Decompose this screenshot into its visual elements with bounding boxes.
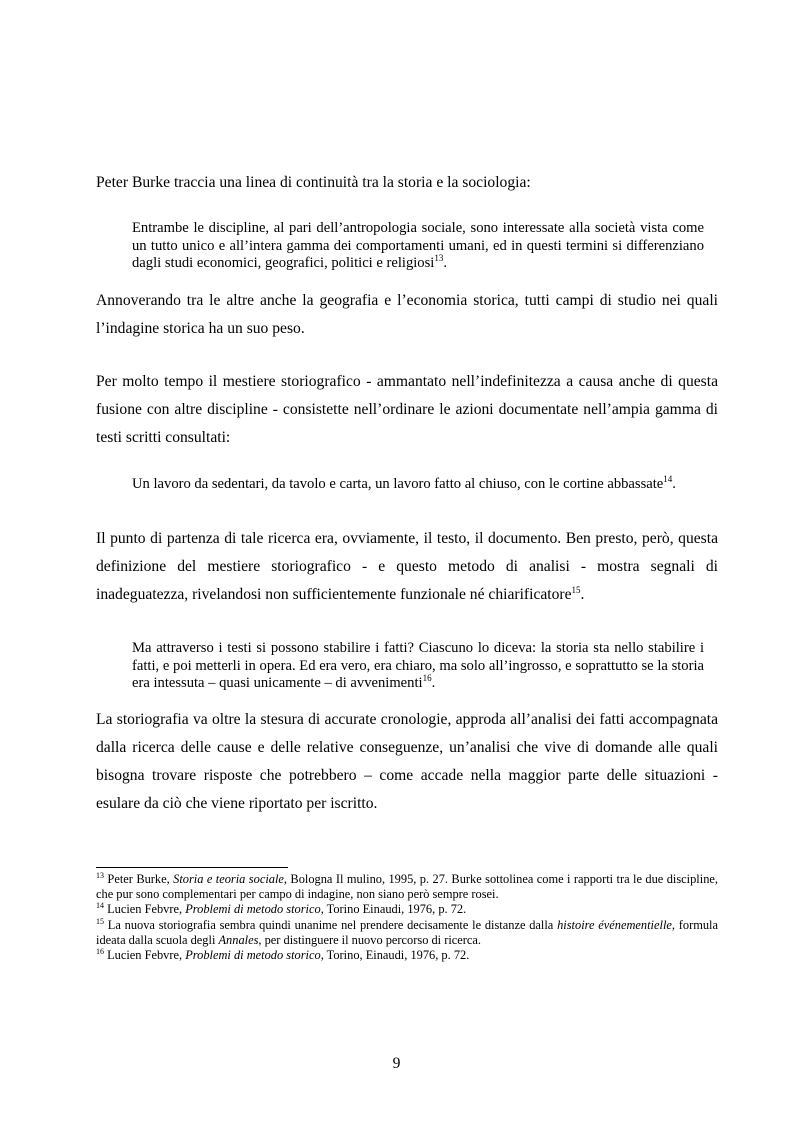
footnote-text: Peter Burke,	[104, 872, 174, 886]
block-quote-burke	[132, 220, 704, 273]
quote-end: .	[672, 476, 676, 492]
footnote-title: Storia e teoria sociale	[173, 872, 284, 886]
paragraph-mestiere: Per molto tempo il mestiere storiografico - ammantato nell’indefinitezza a causa anche di questa fusione con altre discipline - consistette nell’ordinare le azioni documentate nell’ampia gamma di testi scritti consultati:	[96, 373, 718, 446]
paragraph-intro: Peter Burke traccia una linea di continuità tra la storia e la sociologia:	[96, 174, 531, 191]
footnote-text: , Bologna Il mulino, 1995, p. 27. Burke sottolinea come i rapporti tra le due discipline, che pur sono complementari per campo di indagine, non siano però sempre rosei.	[96, 872, 718, 902]
footnote-text: formula ideata dalla scuola degli	[96, 917, 718, 947]
footnote-text: , Torino, Einaudi, 1976, p. 72.	[320, 948, 470, 963]
footnote-number: 15	[96, 916, 104, 926]
footnote-title: Problemi di metodo storico	[185, 948, 321, 963]
quote-end: .	[443, 255, 447, 271]
quote-end: .	[431, 675, 436, 691]
block-quote-febvre-2	[132, 640, 704, 693]
footnote-title: Annales	[218, 932, 259, 947]
footnote-ref-16[interactable]: 16	[422, 673, 432, 684]
block-quote-febvre-1	[132, 476, 704, 494]
footnotes	[96, 872, 718, 963]
footnote-text: , Torino Einaudi, 1976, p. 72.	[320, 902, 467, 917]
footnote-16	[96, 948, 718, 963]
paragraph-text: Il punto di partenza di tale ricerca era, ovviamente, il testo, il documento. Ben presto, però, questa definizione del mestiere storiografico - e questo metodo di analisi - mostra segnali di inadeguatezza, rivelandosi non sufficientemente funzionale né chiarificatore	[96, 530, 718, 603]
footnote-separator	[96, 867, 288, 868]
footnote-title: Problemi di metodo storico	[185, 902, 321, 917]
paragraph-storiografia: La storiografia va oltre la stesura di accurate cronologie, approda all’analisi dei fatti accompagnata dalla ricerca delle cause e delle relative conseguenze, un’analisi che vive di domande alle quali bisogna trovare risposte che potrebbero – come accade nella maggior parte delle situazioni - esulare da ciò che viene riportato per iscritto.	[96, 711, 718, 812]
footnote-13	[96, 872, 718, 902]
footnote-number: 13	[96, 870, 104, 880]
footnote-number: 14	[96, 901, 104, 911]
footnote-ref-15[interactable]: 15	[571, 584, 581, 595]
footnote-text: , per distinguere il nuovo percorso di ricerca.	[258, 932, 482, 947]
quote-text: Ma attraverso i testi si possono stabilire i fatti? Ciascuno lo diceva: la storia sta nello stabilire i fatti, e poi metterli in opera. Ed era vero, era chiaro, ma solo all’ingrosso, e soprattutto se la storia era intessuta – quasi unicamente – di avvenimenti	[132, 640, 704, 691]
page-number: 9	[392, 1055, 401, 1072]
footnote-title: histoire événementielle,	[557, 917, 675, 932]
footnote-text: La nuova storiografia sembra quindi unanime nel prendere decisamente le distanze dalla	[104, 917, 558, 932]
footnote-ref-13[interactable]: 13	[434, 253, 444, 264]
paragraph-end: .	[580, 586, 585, 603]
quote-text: Un lavoro da sedentari, da tavolo e carta, un lavoro fatto al chiuso, con le cortine abbassate	[132, 476, 664, 492]
quote-text: Entrambe le discipline, al pari dell’antropologia sociale, sono interessate alla società vista come un tutto unico e all’intera gamma dei comportamenti umani, ed in questi termini si differenziano dagli studi economici, geografici, politici e religiosi	[132, 220, 704, 271]
footnote-number: 16	[96, 946, 104, 956]
footnote-15	[96, 918, 718, 948]
paragraph-punto-di-partenza	[96, 525, 718, 609]
footnote-14	[96, 902, 718, 917]
footnote-text: Lucien Febvre,	[104, 902, 186, 917]
footnote-ref-14[interactable]: 14	[663, 474, 673, 485]
paragraph-geografia: Annoverando tra le altre anche la geografia e l’economia storica, tutti campi di studio nei quali l’indagine storica ha un suo peso.	[96, 292, 718, 337]
footnote-text: Lucien Febvre,	[104, 948, 186, 963]
